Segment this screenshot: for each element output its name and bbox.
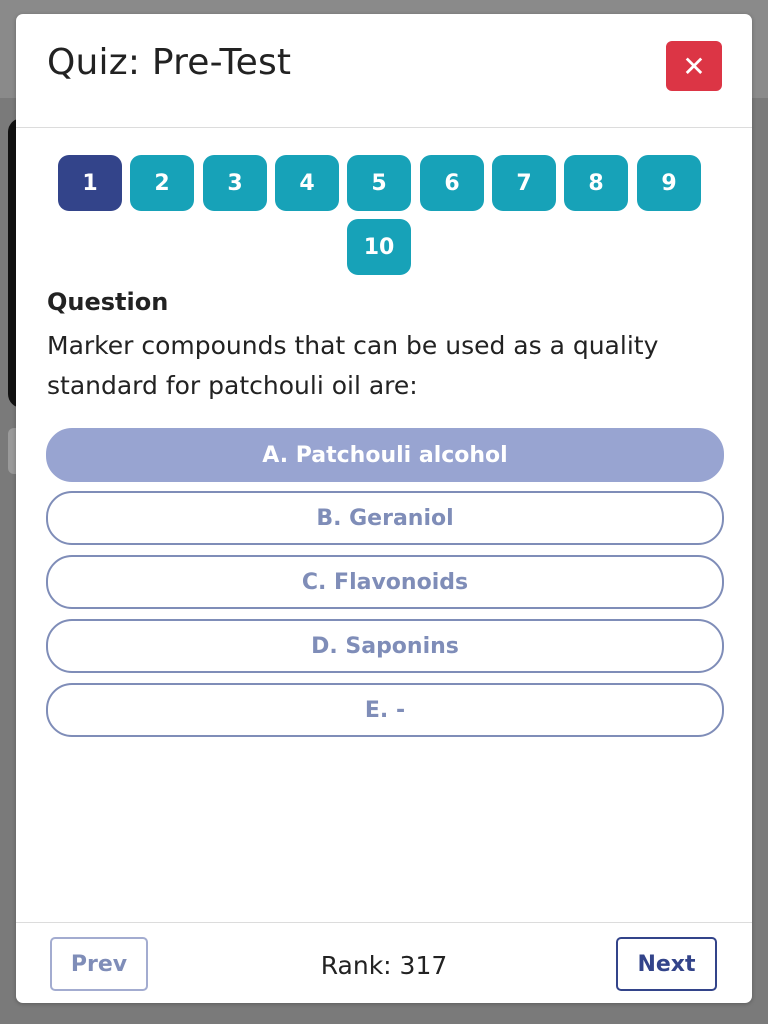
close-button[interactable] [666, 41, 722, 91]
question-number-button[interactable]: 5 [347, 155, 411, 211]
question-number-button[interactable]: 1 [58, 155, 122, 211]
modal-title: Quiz: Pre-Test [47, 42, 292, 83]
close-icon: ✕ [682, 49, 706, 83]
modal-footer [16, 922, 752, 1003]
question-number-button[interactable]: 10 [347, 219, 411, 275]
answer-option-d[interactable]: D. Saponins [46, 619, 724, 673]
question-number-button[interactable]: 7 [492, 155, 556, 211]
answer-option-e[interactable]: E. - [46, 683, 724, 737]
question-number-button[interactable]: 8 [564, 155, 628, 211]
answer-option-b[interactable]: B. Geraniol [46, 491, 724, 545]
question-number-button[interactable]: 4 [275, 155, 339, 211]
question-heading: Question [47, 288, 169, 316]
rank-text: Rank: 317 [320, 951, 448, 980]
answer-option-a[interactable]: A. Patchouli alcohol [46, 428, 724, 482]
question-text: Marker compounds that can be used as a quality standard for patchouli oil are: [47, 331, 659, 400]
question-number-button[interactable]: 6 [420, 155, 484, 211]
prev-button[interactable]: Prev [50, 937, 148, 991]
question-number-button[interactable]: 2 [130, 155, 194, 211]
modal-header [16, 14, 752, 128]
question-number-button[interactable]: 9 [637, 155, 701, 211]
question-number-button[interactable]: 3 [203, 155, 267, 211]
next-button[interactable]: Next [616, 937, 717, 991]
answer-option-c[interactable]: C. Flavonoids [46, 555, 724, 609]
quiz-modal [16, 14, 752, 1003]
